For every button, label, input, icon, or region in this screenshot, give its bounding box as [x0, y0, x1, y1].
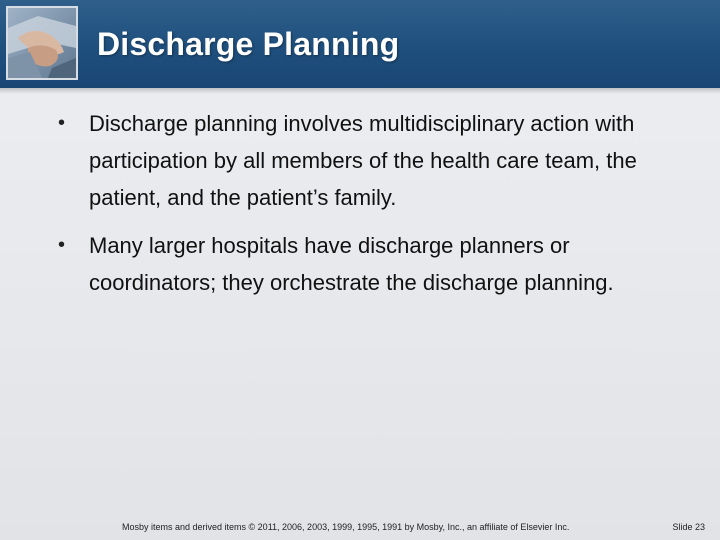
- bullet-text: Discharge planning involves multidisciplinary action with participation by all members of the health care team, the patient, and the patient’s family.: [89, 111, 637, 210]
- bullet-text: Many larger hospitals have discharge planners or coordinators; they orchestrate the discharge planning.: [89, 233, 614, 295]
- header-band: [0, 0, 720, 88]
- slide-number: Slide 23: [672, 522, 705, 532]
- bullet-marker: •: [58, 234, 66, 256]
- bullet-item: [58, 227, 698, 301]
- slide-title: Discharge Planning: [97, 26, 400, 62]
- bullet-marker: •: [58, 112, 66, 134]
- copyright-notice: Mosby items and derived items © 2011, 2006, 2003, 1999, 1995, 1991 by Mosby, Inc., an affiliate of Elsevier Inc.: [122, 522, 570, 532]
- header-shadow: [0, 88, 720, 94]
- bullet-item: [58, 105, 698, 216]
- hands-clasped-photo-icon: [8, 8, 76, 78]
- header-photo: [6, 6, 78, 80]
- bullet-list: [58, 105, 698, 312]
